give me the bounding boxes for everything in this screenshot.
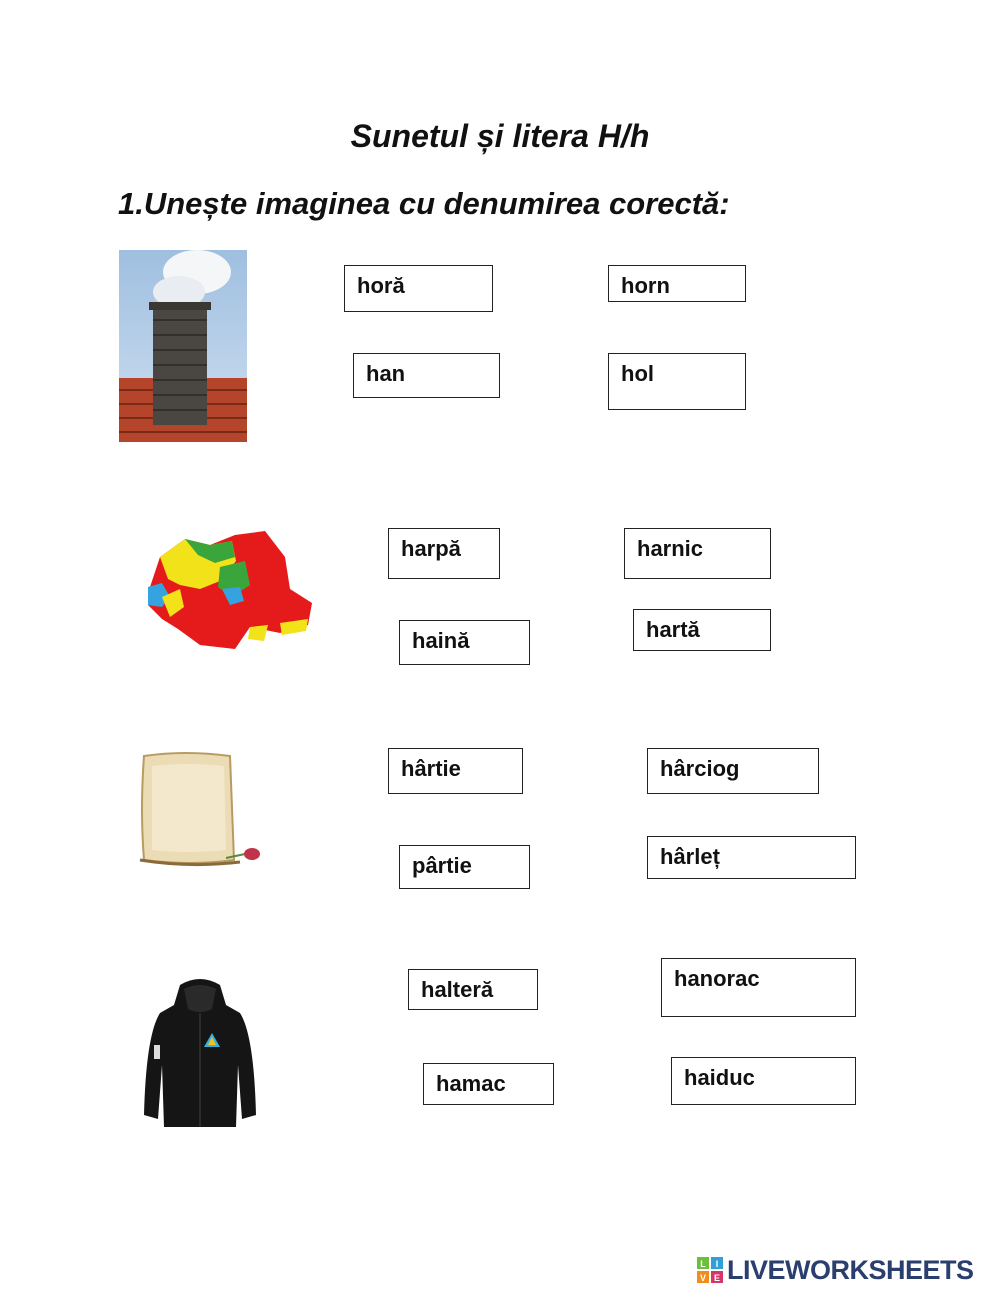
option-box-harta[interactable]: hartă: [633, 609, 771, 651]
option-box-hamac[interactable]: hamac: [423, 1063, 554, 1105]
option-box-han[interactable]: han: [353, 353, 500, 398]
option-box-horn[interactable]: horn: [608, 265, 746, 302]
option-box-haiduc[interactable]: haiduc: [671, 1057, 856, 1105]
svg-text:V: V: [699, 1273, 707, 1283]
option-box-harlet[interactable]: hârleț: [647, 836, 856, 879]
worksheet-title: Sunetul și litera H/h: [350, 118, 650, 154]
hoodie-image: [140, 975, 260, 1135]
romania-map-image: [140, 527, 320, 655]
option-box-hol[interactable]: hol: [608, 353, 746, 410]
svg-text:L: L: [700, 1259, 706, 1269]
option-box-partie[interactable]: pârtie: [399, 845, 530, 889]
exercise-instruction: 1.Unește imaginea cu denumirea corectă:: [118, 186, 730, 221]
liveworksheets-logo-icon: [697, 1257, 723, 1283]
option-box-haina[interactable]: haină: [399, 620, 530, 665]
liveworksheets-logo: [697, 1256, 993, 1284]
svg-text:I: I: [715, 1259, 719, 1269]
option-box-hartie[interactable]: hârtie: [388, 748, 523, 794]
brand-name: LIVEWORKSHEETS: [727, 1255, 974, 1285]
svg-text:E: E: [713, 1273, 721, 1283]
option-box-harpa[interactable]: harpă: [388, 528, 500, 579]
option-box-harciog[interactable]: hârciog: [647, 748, 819, 794]
option-box-hanorac[interactable]: hanorac: [661, 958, 856, 1017]
chimney-image: [119, 250, 247, 442]
paper-scroll-image: [130, 750, 265, 870]
option-box-haltera[interactable]: halteră: [408, 969, 538, 1010]
option-box-hora[interactable]: horă: [344, 265, 493, 312]
option-box-harnic[interactable]: harnic: [624, 528, 771, 579]
